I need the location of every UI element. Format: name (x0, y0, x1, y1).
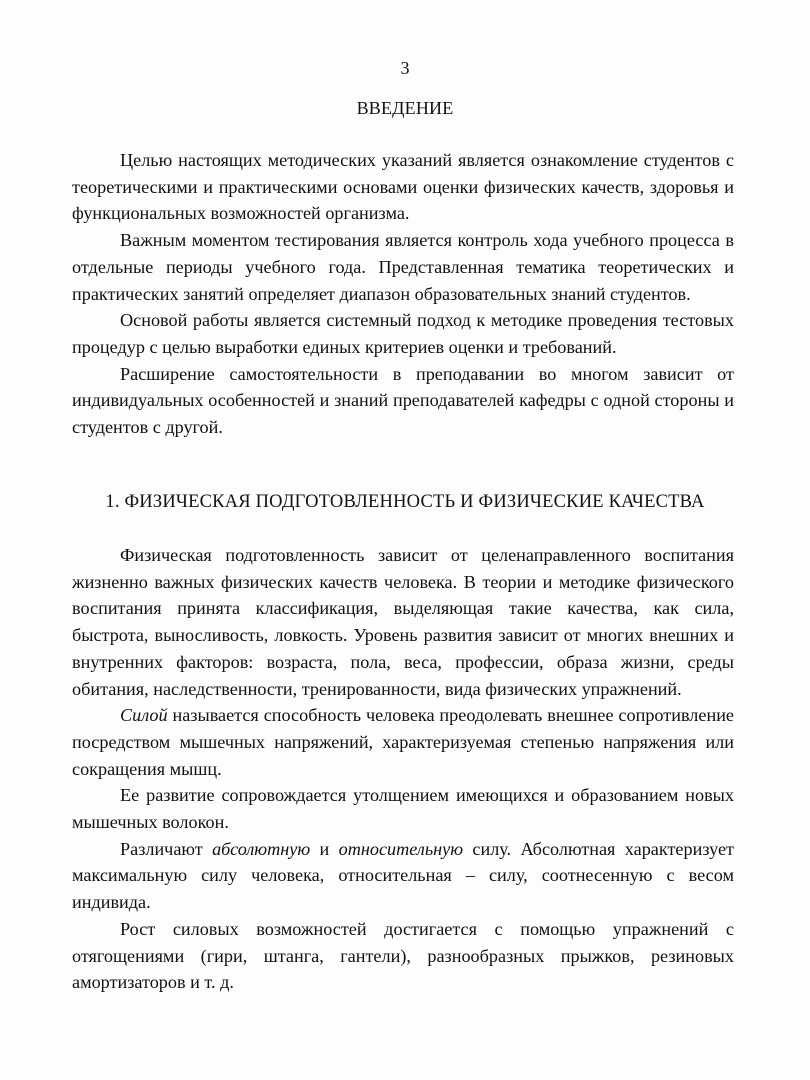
section-paragraph: Ее развитие сопровождается утолщением имеющихся и образованием новых мышечных волокон. (72, 785, 734, 833)
section-paragraph (72, 836, 734, 916)
intro-paragraph: Расширение самостоятельности в преподавании во многом зависит от индивидуальных особенностей и знаний преподавателей кафедры с одной стороны и студентов с другой. (72, 363, 734, 438)
page-number: 3 (400, 58, 410, 78)
intro-paragraph: Целью настоящих методических указаний является ознакомление студентов с теоретическими и практическими основами оценки физических качеств, здоровья и функциональных возможностей организма. (72, 150, 734, 224)
section-heading: 1. ФИЗИЧЕСКАЯ ПОДГОТОВЛЕННОСТЬ И ФИЗИЧЕСКИЕ КАЧЕСТВА (105, 492, 705, 512)
intro-paragraph: Важным моментом тестирования является контроль хода учебного процесса в отдельные периоды учебного года. Представленная тематика теоретических и практических занятий определяет диапазон образовательных знаний студентов. (72, 230, 734, 304)
intro-paragraph: Основой работы является системный подход к методике проведения тестовых процедур с целью выработки единых критериев оценки и требований. (72, 310, 734, 357)
section-paragraph: Физическая подготовленность зависит от целенаправленного воспитания жизненно важных физических качеств человека. В теории и методике физического воспитания принята классификация, выделяющая такие качества, как сила, быстрота, выносливость, ловкость. Уровень развития зависит от многих внешних и внутренних факторов: возраста, пола, веса, профессии, образа жизни, среды обитания, наследственности, тренированности, вида физических упражнений. (72, 545, 734, 699)
section-paragraph (72, 702, 734, 782)
paragraph-text: называется способность человека преодолевать внешнее сопротивление посредством мышечных напряжений, характеризуемая степенью напряжения или сокращения мышц. (72, 705, 734, 779)
term-strength: Силой (120, 705, 168, 726)
paragraph-text: Различают (120, 838, 213, 859)
paragraph-text: и (310, 838, 339, 859)
intro-heading: ВВЕДЕНИЕ (356, 98, 454, 118)
paragraph-text: силу. Абсолютная характеризует максимальную силу человека, относительная – силу, соотнесенную с весом индивида. (72, 838, 734, 913)
section-text (72, 542, 734, 996)
intro-text (72, 147, 734, 441)
term-relative: относительную (338, 838, 464, 859)
section-paragraph: Рост силовых возможностей достигается с помощью упражнений с отягощениями (гири, штанга, гантели), разнообразных прыжков, резиновых амортизаторов и т. д. (72, 918, 734, 993)
term-absolute: абсолютную (212, 838, 311, 859)
